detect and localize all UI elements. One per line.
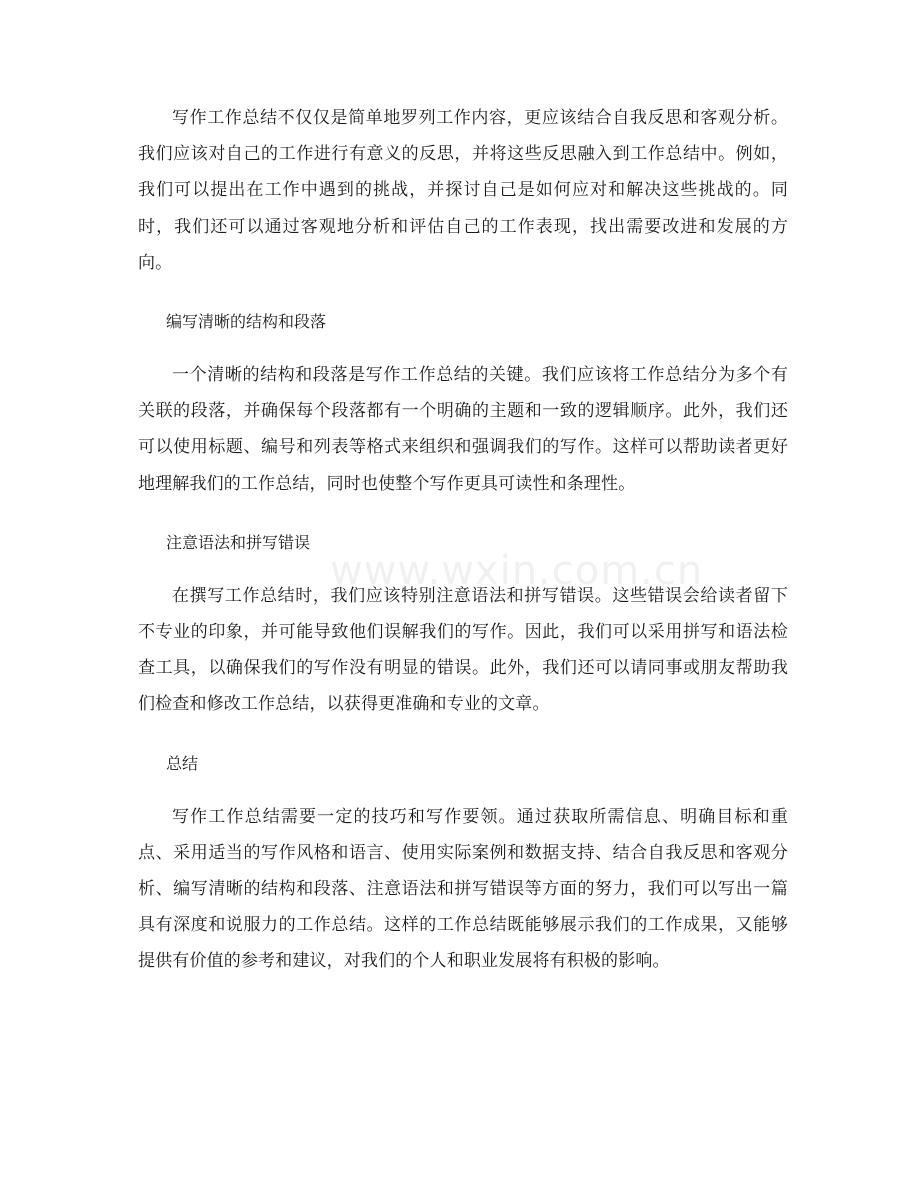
- paragraph-grammar: 在撰写工作总结时，我们应该特别注意语法和拼写错误。这些错误会给读者留下不专业的印象，并可能导致他们误解我们的写作。因此，我们可以采用拼写和语法检查工具，以确保我们的写作没有明显的错误。此外，我们还可以请同事或朋友帮助我们检查和修改工作总结，以获得更准确和专业的文章。: [138, 585, 788, 715]
- document-body: [138, 100, 788, 980]
- spacer: [138, 558, 788, 578]
- spacer: [138, 502, 788, 528]
- section-heading-structure: 编写清晰的结构和段落: [166, 312, 327, 332]
- section-heading-grammar: 注意语法和拼写错误: [166, 532, 311, 552]
- section-heading-summary: 总结: [166, 753, 199, 773]
- paragraph-summary: 写作工作总结需要一定的技巧和写作要领。通过获取所需信息、明确目标和重点、采用适当的写作风格和语言、使用实际案例和数据支持、结合自我反思和客观分析、编写清晰的结构和段落、注意语法和拼写错误等方面的努力，我们可以写出一篇具有深度和说服力的工作总结。这样的工作总结既能够展示我们的工作成果，又能够提供有价值的参考和建议，对我们的个人和职业发展将有积极的影响。: [138, 806, 788, 972]
- spacer: [138, 779, 788, 799]
- watermark-text: www.wxin.com.cn: [330, 548, 704, 594]
- spacer: [138, 281, 788, 307]
- spacer: [138, 723, 788, 749]
- spacer: [138, 337, 788, 357]
- paragraph-reflection: 写作工作总结不仅仅是简单地罗列工作内容，更应该结合自我反思和客观分析。我们应该对自己的工作进行有意义的反思，并将这些反思融入到工作总结中。例如，我们可以提出在工作中遇到的挑战，并探讨自己是如何应对和解决这些挑战的。同时，我们还可以通过客观地分析和评估自己的工作表现，找出需要改进和发展的方向。: [138, 108, 788, 273]
- paragraph-structure: 一个清晰的结构和段落是写作工作总结的关键。我们应该将工作总结分为多个有关联的段落，并确保每个段落都有一个明确的主题和一致的逻辑顺序。此外，我们还可以使用标题、编号和列表等格式来组织和强调我们的写作。这样可以帮助读者更好地理解我们的工作总结，同时也使整个写作更具可读性和条理性。: [138, 365, 788, 494]
